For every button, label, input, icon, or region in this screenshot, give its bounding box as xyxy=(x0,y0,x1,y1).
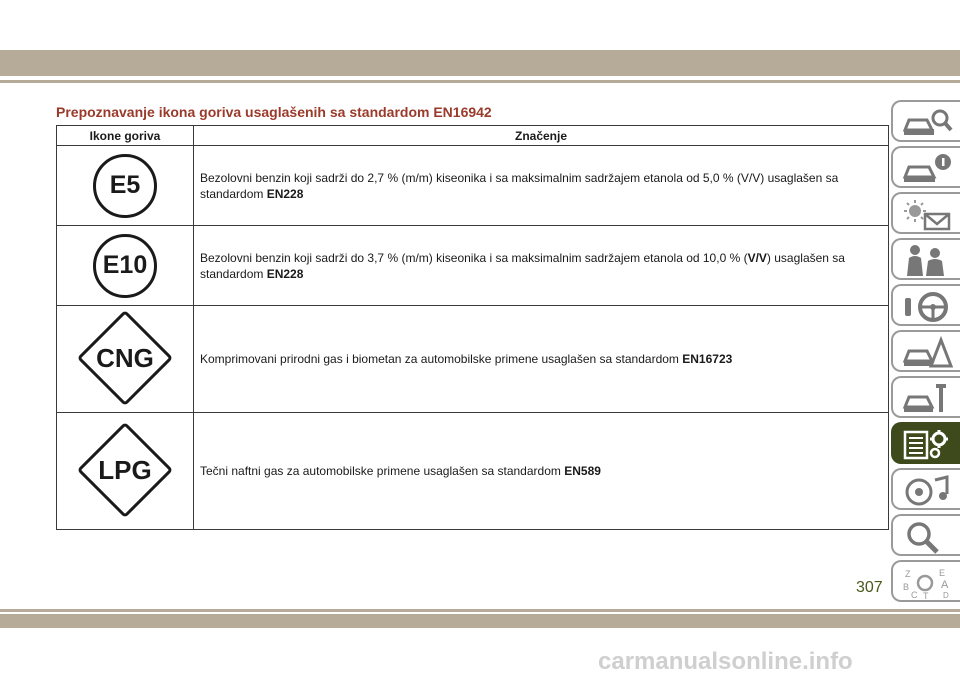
table-row xyxy=(57,306,889,413)
index-letter: D xyxy=(943,591,949,600)
header-rule xyxy=(0,80,960,83)
column-header-meaning: Značenje xyxy=(194,126,889,146)
watermark: carmanualsonline.info xyxy=(598,648,853,675)
passenger-safety-icon xyxy=(901,244,953,278)
row-description: Tečni naftni gas za automobilske primene usaglašen sa standardom xyxy=(200,464,565,478)
tab-car-search[interactable] xyxy=(891,100,960,142)
section-heading: Prepoznavanje ikona goriva usaglašenih sa standardom EN16942 xyxy=(56,104,492,120)
car-service-icon xyxy=(901,382,953,416)
index-letter: C xyxy=(911,590,918,600)
row-description: Bezolovni benzin koji sadrži do 3,7 % (m/m) kiseonika i sa maksimalnim sadržajem etanola od 10,0 % ( xyxy=(200,250,748,265)
lpg-fuel-icon xyxy=(75,420,175,520)
search-icon xyxy=(901,520,953,554)
table-row xyxy=(57,413,889,530)
standard-code: EN228 xyxy=(266,186,304,201)
tab-passenger-safety[interactable] xyxy=(891,238,960,280)
table-row xyxy=(57,146,889,226)
car-search-icon xyxy=(901,106,953,140)
car-warning-icon xyxy=(901,336,953,370)
multimedia-icon xyxy=(901,474,953,508)
fuel-icons-table xyxy=(56,125,889,530)
tab-multimedia[interactable] xyxy=(891,468,960,510)
cng-label: CNG xyxy=(96,342,154,373)
footer-rule xyxy=(0,609,960,612)
standard-code: EN589 xyxy=(564,464,601,478)
tab-car-service[interactable] xyxy=(891,376,960,418)
tab-steering[interactable] xyxy=(891,284,960,326)
tab-car-warning[interactable] xyxy=(891,330,960,372)
index-letter: E xyxy=(939,568,946,578)
table-row xyxy=(57,226,889,306)
volume-ratio-bold: V/V xyxy=(747,250,767,265)
index-letter: A xyxy=(941,579,949,591)
tab-car-info[interactable] xyxy=(891,146,960,188)
row-description: Bezolovni benzin koji sadrži do 2,7 % (m/m) kiseonika i sa maksimalnim sadržajem etanola od 5,0 % (V/V) usaglašen sa standardom xyxy=(200,170,839,201)
row-description-cont: ) usaglašen sa standardom xyxy=(200,250,845,281)
header-band xyxy=(0,50,960,76)
tab-search[interactable] xyxy=(891,514,960,556)
steering-wheel-icon xyxy=(901,290,953,324)
row-description: Komprimovani prirodni gas i biometan za automobilske primene usaglašen sa standardom xyxy=(200,352,683,366)
warning-light-icon xyxy=(901,198,953,232)
column-header-icons: Ikone goriva xyxy=(57,126,194,146)
lpg-label: LPG xyxy=(98,454,152,485)
index-letters-icon xyxy=(901,566,953,600)
e10-fuel-icon: E10 xyxy=(93,234,157,298)
specs-gear-icon xyxy=(901,428,953,462)
standard-code: EN16723 xyxy=(682,352,733,366)
page-number: 307 xyxy=(856,579,883,596)
tab-warning-lights[interactable] xyxy=(891,192,960,234)
e5-fuel-icon: E5 xyxy=(93,154,157,218)
car-info-icon xyxy=(901,152,953,186)
tab-index[interactable] xyxy=(891,560,960,602)
index-letter: Z xyxy=(905,569,911,579)
standard-code: EN228 xyxy=(266,266,304,281)
tab-technical-specs[interactable] xyxy=(891,422,960,464)
cng-fuel-icon xyxy=(75,308,175,408)
index-letter: B xyxy=(903,582,910,592)
footer-band xyxy=(0,614,960,628)
index-letter: T xyxy=(923,591,929,600)
